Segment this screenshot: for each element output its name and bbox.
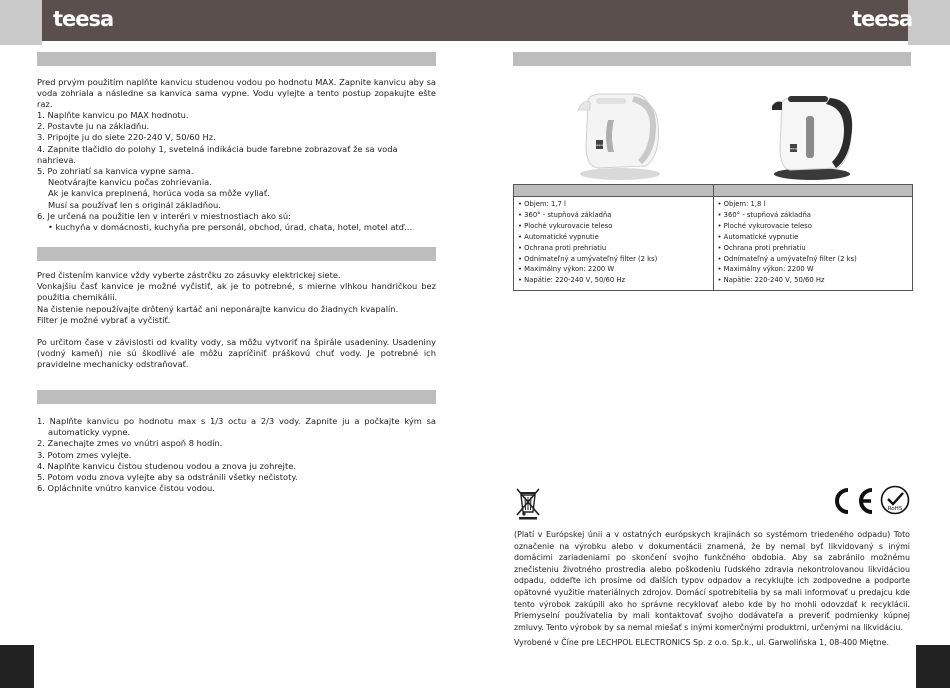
usage-steps-list <box>37 110 436 233</box>
kettle-image-grey <box>576 86 664 182</box>
kettle-image-black <box>770 90 858 182</box>
descaling-step: 3. Potom zmes vylejte. <box>37 449 132 460</box>
spec-item: • Ploché vykurovacie teleso <box>518 221 613 230</box>
spec-item: • Objem: 1,8 l <box>717 200 766 208</box>
usage-step: 3. Pripojte ju do siete 220-240 V, 50/60 Hz. <box>37 132 216 143</box>
section-bar-first-use <box>37 52 436 66</box>
spec-item: • Automatické vypnutie <box>518 232 599 241</box>
descaling-step: 6. Opláchnite vnútro kanvice čistou vodou. <box>37 483 215 494</box>
descaling-step: 1. Naplňte kanvicu po hodnotu max s 1/3 octu a 2/3 vody. Zapnite ju a počkajte kým sa automaticky vypne. <box>37 416 436 438</box>
spec-item: • Ochrana proti prehriatiu <box>717 243 806 252</box>
footer-tab-left <box>0 645 34 688</box>
footer-tab-right <box>916 645 950 688</box>
spec-header-cell-left <box>514 185 714 196</box>
section-bar-cleaning <box>37 247 436 261</box>
section-bar-specs <box>513 52 911 66</box>
cleaning-line: Pred čistením kanvice vždy vyberte zástrčku zo zásuvky elektrickej siete. <box>37 270 341 280</box>
cleaning-line: Vonkajšiu časť kanvice je možné vyčistiť, ak je to potrebné, s mierne vlhkou handričkou bez použitia chemikálií. <box>37 281 436 303</box>
weee-paragraph: (Platí v Európskej únii a v ostatných európskych krajinách so systémom triedeného odpadu) Toto označenie na výrobku alebo v dokumentácii znamená, že by nemal byť likvidovaný s inými domácimi zariadeniami po skončení svojho funkčného obdobia. Aby sa zabránilo možnému znečisteniu životného prostredia alebo poškodeniu ľudského zdravia nekontrolovanou likvidáciou odpadu, oddeľte ich prosíme od ďalších typov odpadov a recyklujte ich zodpovedne a podporte opätovné využitie materiálnych zdrojov. Domácí spotrebitelia by sa mali informovať u predajcu kde tento výrobok zakúpili ako ho správne recyklovať alebo kde by ho mohli odovzdať k recyklácii. Priemyselní používatelia by mali kontaktovať svojho dodávateľa a preveriť podmienky kúpnej zmluvy. Tento výrobok by sa nemal miešať s inými komerčnými produktmi, určenými na likvidáciu. <box>514 530 910 632</box>
usage-note: Musí sa používať len s originál základňou. <box>48 199 221 210</box>
descaling-step: 2. Zanechajte zmes vo vnútri aspoň 8 hodín. <box>37 438 223 449</box>
spec-item: • Maximálny výkon: 2200 W <box>518 265 615 274</box>
kettle-label-black: teesa <box>789 146 798 151</box>
spec-header-cell-right <box>714 185 913 196</box>
ce-mark-icon <box>830 487 876 515</box>
spec-item: • Objem: 1,7 l <box>518 200 566 208</box>
spec-item: • Napätie: 220-240 V, 50/60 Hz <box>717 276 825 285</box>
spec-table-header <box>514 185 912 197</box>
intro-paragraph: Pred prvým použitím naplňte kanvicu studenou vodou po hodnotu MAX. Zapnite kanvicu aby sa voda zohriala a následne sa kanvica sama vypne. Vodu vylejte a tento postup zopakujte ešte raz. <box>37 77 436 110</box>
header-bar <box>0 0 950 41</box>
usage-bullet: • kuchyňa v domácnosti, kuchyňa pre personál, obchod, úrad, chata, hotel, motel atď… <box>48 222 413 233</box>
spec-item: • 360° - stupňová základňa <box>518 210 612 219</box>
usage-step: 1. Naplňte kanvicu po MAX hodnotu. <box>37 110 189 120</box>
usage-note: Neotvárajte kanvicu počas zohrievania. <box>48 177 212 188</box>
spec-item: • Maximálny výkon: 2200 W <box>717 265 814 274</box>
spec-column-right <box>714 197 913 290</box>
spec-column-left <box>514 197 714 290</box>
spec-table <box>513 184 913 291</box>
spec-item: • Ochrana proti prehriatiu <box>518 243 607 252</box>
cleaning-line: Filter je možné vybrať a vyčistiť. <box>37 314 171 325</box>
spec-item: • Ploché vykurovacie teleso <box>717 221 812 230</box>
cleaning-line: Na čistenie nepoužívajte drôtený kartáč ani neponárajte kanvicu do žiadnych kvapalín. <box>37 303 399 314</box>
brand-logo-left: teesa <box>53 7 114 31</box>
ce-mark-text: CE <box>830 487 832 488</box>
spec-table-body <box>514 197 912 290</box>
usage-step: 4. Zapnite tlačidlo do polohy 1, svetelná indikácia bude farebne zobrazovať že sa voda nahrieva. <box>37 143 398 165</box>
spec-item: • Odnímateľný a umývateľný filter (2 ks) <box>717 254 857 263</box>
descaling-step: 4. Naplňte kanvicu čistou studenou vodou a znova ju zohrejte. <box>37 460 296 471</box>
rohs-icon <box>880 485 910 515</box>
spec-item: • Napätie: 220-240 V, 50/60 Hz <box>518 276 626 285</box>
weee-bin-icon <box>514 486 542 520</box>
manufacturer-line: Vyrobené v Číne pre LECHPOL ELECTRONICS Sp. z o.o. Sp.k., ul. Garwolińska 1, 08-400 Miętne. <box>514 638 889 647</box>
rohs-label: RoHS <box>887 506 903 512</box>
usage-step: 6. Je určená na použitie len v interéri v miestnostiach ako sú: <box>37 210 291 221</box>
usage-note: Ak je kanvica preplnená, horúca voda sa môže vyliať. <box>48 188 270 199</box>
header-tab-right <box>908 0 950 45</box>
descaling-steps-list <box>37 416 436 494</box>
scale-paragraph: Po určitom čase v závislosti od kvality vody, sa môžu vytvoriť na špirále usadeniny. Usadeniny (vodný kameň) nie sú škodlivé ale môžu zapríčiniť práškovú chuť vody. Je potrebné ich pravidelne mechanicky odstraňovať. <box>37 337 436 370</box>
brand-logo-right: teesa <box>852 7 913 31</box>
section-bar-descaling <box>37 390 436 404</box>
spec-item: • 360° - stupňová základňa <box>717 210 811 219</box>
header-tab-left <box>0 0 42 45</box>
usage-step: 5. Po zohriatí sa kanvica vypne sama. <box>37 166 194 177</box>
spec-item: • Odnímateľný a umývateľný filter (2 ks) <box>518 254 658 263</box>
usage-step: 2. Postavte ju na základňu. <box>37 121 150 132</box>
descaling-step: 5. Potom vodu znova vylejte aby sa odstránili všetky nečistoty. <box>37 472 298 483</box>
kettle-label-grey: teesa <box>595 143 604 147</box>
spec-item: • Automatické vypnutie <box>717 232 799 241</box>
cleaning-block <box>37 270 436 326</box>
